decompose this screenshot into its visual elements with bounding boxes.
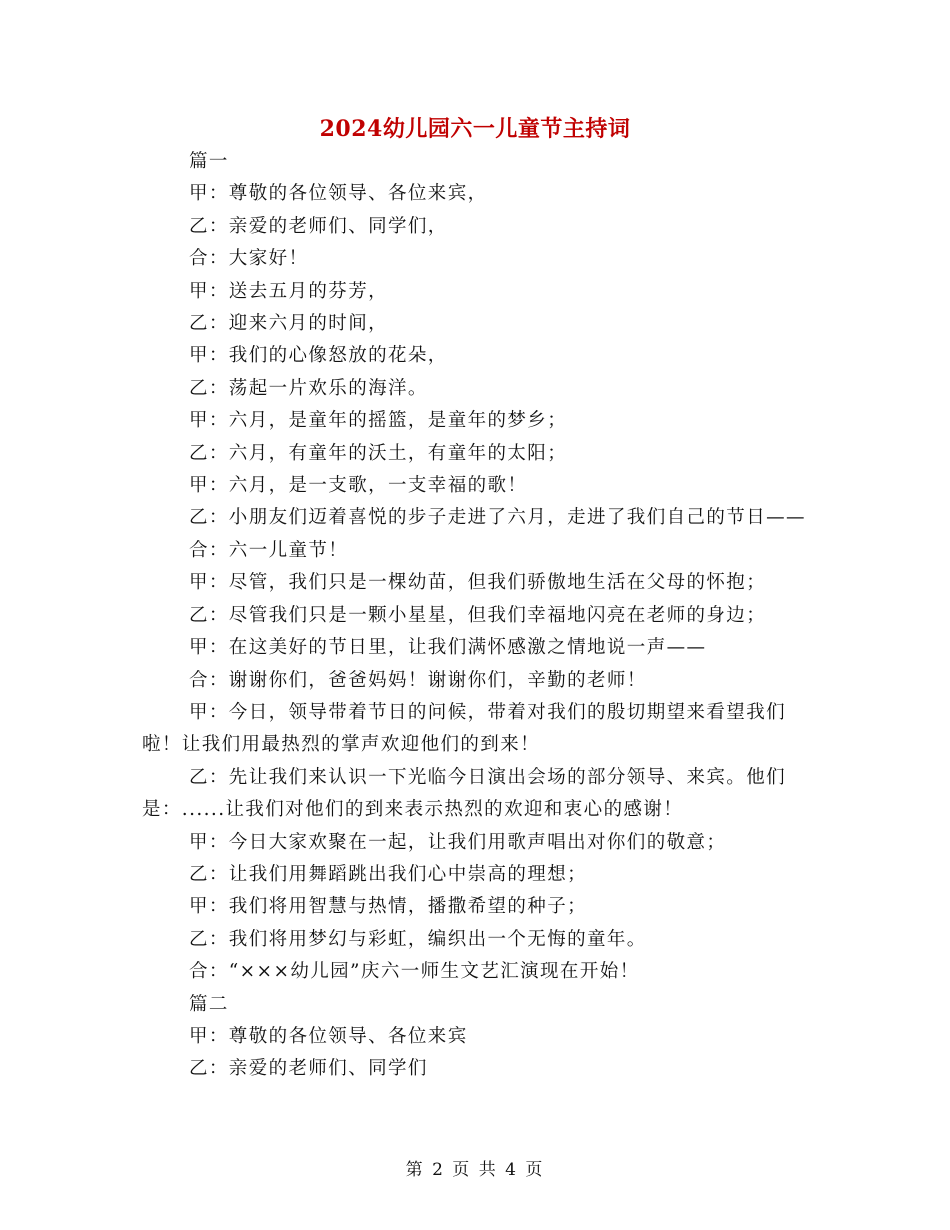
section-heading: 篇二 (189, 993, 229, 1015)
dialogue-line: 甲：送去五月的芬芳， (189, 280, 389, 302)
dialogue-line: 合：大家好！ (189, 248, 309, 270)
dialogue-line: 乙：让我们用舞蹈跳出我们心中崇高的理想； (189, 863, 588, 885)
dialogue-line: 乙：六月，有童年的沃土，有童年的太阳； (189, 442, 568, 464)
dialogue-line: 甲：六月，是童年的摇篮，是童年的梦乡； (189, 410, 568, 432)
dialogue-line: 甲：六月，是一支歌，一支幸福的歌！ (189, 475, 528, 497)
dialogue-line: 乙：荡起一片欢乐的海洋。 (189, 377, 428, 399)
dialogue-line: 合：“×××幼儿园”庆六一师生文艺汇演现在开始！ (189, 961, 640, 983)
section-heading: 篇一 (189, 151, 229, 172)
dialogue-line: 甲：我们的心像怒放的花朵， (189, 345, 448, 367)
dialogue-line: 乙：迎来六月的时间， (189, 313, 389, 335)
dialogue-line: 甲：尊敬的各位领导、各位来宾 (189, 1025, 468, 1047)
dialogue-line: 合：谢谢你们，爸爸妈妈！谢谢你们，辛勤的老师！ (189, 669, 647, 691)
document-body (142, 146, 814, 1086)
dialogue-line: 乙：亲爱的老师们、同学们， (189, 215, 448, 237)
dialogue-line: 合：六一儿童节！ (189, 539, 349, 561)
dialogue-line: 乙：先让我们来认识一下光临今日演出会场的部分领导、来宾。他们是：......让我们对他们的到来表示热烈的欢迎和衷心的感谢！ (142, 766, 787, 821)
dialogue-line: 甲：今日大家欢聚在一起，让我们用歌声唱出对你们的敬意； (189, 831, 727, 853)
dialogue-line: 甲：我们将用智慧与热情，播撒希望的种子； (189, 896, 588, 918)
document-title: 2024幼儿园六一儿童节主持词 (319, 116, 631, 142)
dialogue-line: 乙：亲爱的老师们、同学们 (189, 1058, 428, 1080)
dialogue-line: 甲：尽管，我们只是一棵幼苗，但我们骄傲地生活在父母的怀抱； (189, 572, 767, 594)
dialogue-line: 甲：在这美好的节日里，让我们满怀感激之情地说一声—— (189, 637, 707, 659)
dialogue-line: 甲：今日，领导带着节日的问候，带着对我们的殷切期望来看望我们啦！让我们用最热烈的掌声欢迎他们的到来！ (142, 701, 787, 756)
dialogue-line: 甲：尊敬的各位领导、各位来宾， (189, 183, 488, 205)
dialogue-line: 乙：小朋友们迈着喜悦的步子走进了六月，走进了我们自己的节日—— (189, 507, 806, 529)
dialogue-line: 乙：尽管我们只是一颗小星星，但我们幸福地闪亮在老师的身边； (189, 604, 767, 626)
dialogue-line: 乙：我们将用梦幻与彩虹，编织出一个无悔的童年。 (189, 928, 647, 950)
page-footer: 第 2 页 共 4 页 (405, 1160, 545, 1180)
